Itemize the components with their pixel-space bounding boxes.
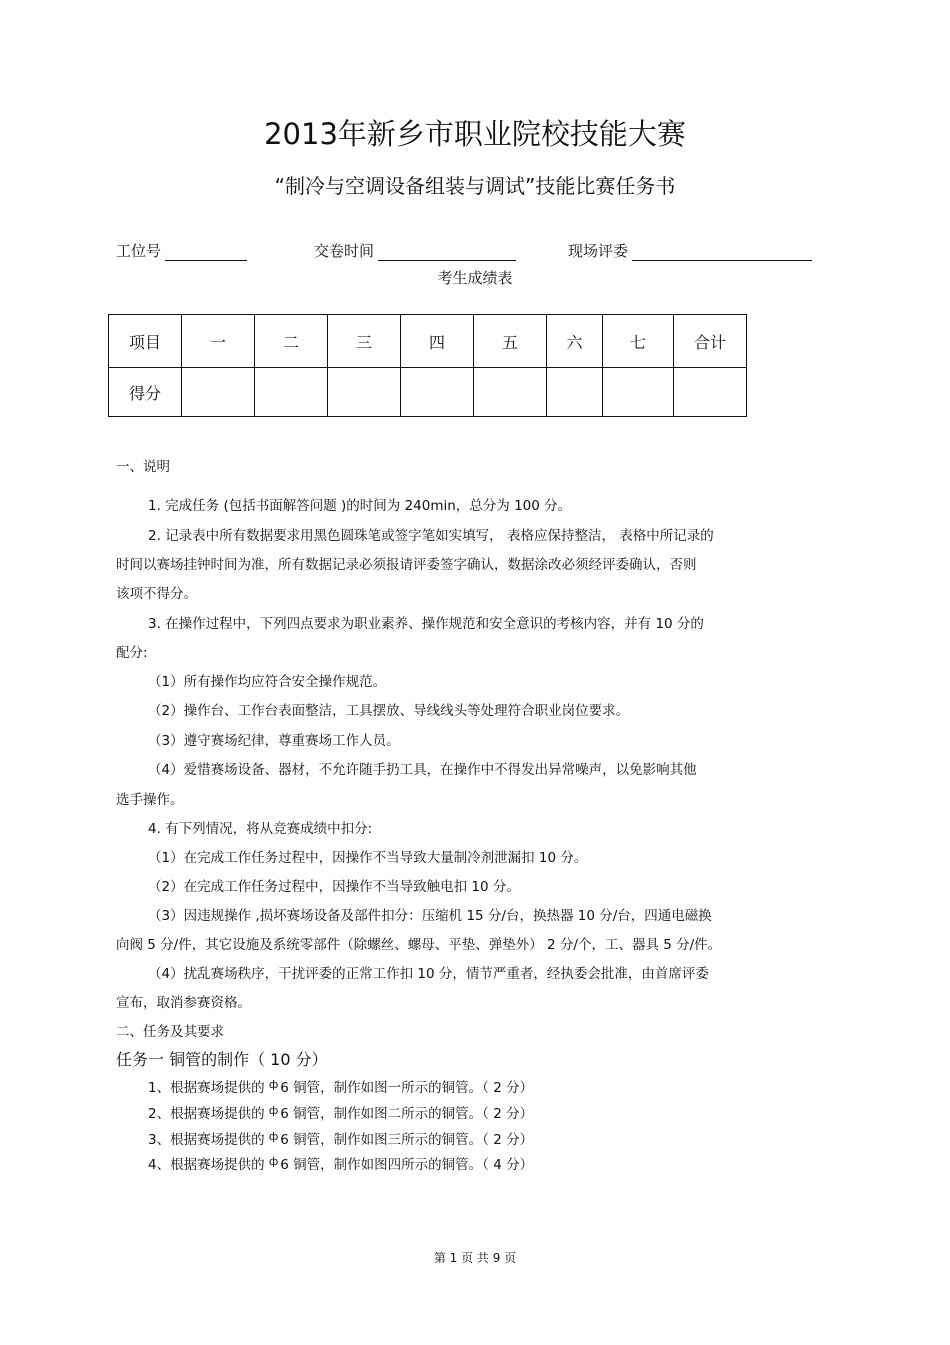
score-cell[interactable] — [474, 368, 547, 417]
instruction-item-3: 3. 在操作过程中，下列四点要求为职业素养、操作规范和安全意识的考核内容，并有 10 分的 — [148, 616, 704, 632]
requirement-4: （4）爱惜赛场设备、器材，不允许随手扔工具，在操作中不得发出异常噪声，以免影响其他 — [148, 762, 697, 778]
score-cell[interactable] — [603, 368, 674, 417]
deduction-3: （3）因违规操作 ,损坏赛场设备及部件扣分：压缩机 15 分/台，换热器 10 分/台，四通电磁换 — [148, 908, 712, 924]
header-cell: 合计 — [674, 315, 747, 368]
score-table-caption: 考生成绩表 — [437, 269, 513, 287]
score-cell[interactable] — [547, 368, 603, 417]
deduction-4: （4）扰乱赛场秩序，干扰评委的正常工作扣 10 分，情节严重者，经执委会批准，由首席评委 — [148, 966, 709, 982]
station-blank[interactable] — [165, 244, 247, 261]
diameter-icon: ф — [268, 1155, 279, 1168]
instruction-item-2: 2. 记录表中所有数据要求用黑色圆珠笔或签字笔如实填写， 表格应保持整洁， 表格中所记录的 — [148, 528, 714, 544]
score-cell[interactable] — [401, 368, 474, 417]
header-cell: 三 — [328, 315, 401, 368]
score-table-header-row — [109, 315, 747, 368]
task1-item-suffix: 6 铜管，制作如图二所示的铜管。（ 2 分） — [280, 1106, 534, 1122]
document-subtitle: “制冷与空调设备组装与调试”技能比赛任务书 — [274, 174, 676, 198]
task1-item — [148, 1153, 533, 1173]
instruction-item-1: 1. 完成任务 (包括书面解答问题 )的时间为 240min，总分为 100 分。 — [148, 498, 572, 514]
header-cell: 项目 — [109, 315, 182, 368]
task1-item-prefix: 1、根据赛场提供的 — [148, 1080, 269, 1096]
page-number: 第 1 页 共 9 页 — [433, 1251, 517, 1265]
score-table — [108, 314, 747, 417]
submit-time-blank[interactable] — [378, 244, 516, 261]
section2-heading: 二、任务及其要求 — [116, 1024, 224, 1040]
instruction-item-4: 4. 有下列情况，将从竞赛成绩中扣分: — [148, 821, 373, 837]
task1-item-suffix: 6 铜管，制作如图三所示的铜管。（ 2 分） — [280, 1132, 534, 1148]
judge-label: 现场评委 — [568, 242, 629, 260]
task1-item — [148, 1076, 533, 1096]
station-field — [116, 240, 247, 261]
task1-item-prefix: 2、根据赛场提供的 — [148, 1106, 269, 1122]
diameter-icon: ф — [268, 1104, 279, 1117]
score-row-label: 得分 — [109, 368, 182, 417]
task1-heading: 任务一 铜管的制作（ 10 分） — [116, 1050, 328, 1069]
score-cell[interactable] — [182, 368, 255, 417]
task1-item-suffix: 6 铜管，制作如图四所示的铜管。（ 4 分） — [280, 1157, 534, 1173]
instruction-item-2-cont: 时间以赛场挂钟时间为准，所有数据记录必须报请评委签字确认，数据涂改必须经评委确认，否则 — [116, 557, 697, 573]
deduction-1: （1）在完成工作任务过程中，因操作不当导致大量制冷剂泄漏扣 10 分。 — [148, 850, 588, 866]
score-cell[interactable] — [328, 368, 401, 417]
task1-item-prefix: 4、根据赛场提供的 — [148, 1157, 269, 1173]
header-cell: 五 — [474, 315, 547, 368]
submit-time-field — [314, 240, 516, 261]
header-cell: 二 — [255, 315, 328, 368]
score-cell[interactable] — [674, 368, 747, 417]
diameter-icon: ф — [268, 1130, 279, 1143]
task1-item — [148, 1102, 533, 1122]
submit-time-label: 交卷时间 — [314, 242, 375, 260]
deduction-2: （2）在完成工作任务过程中，因操作不当导致触电扣 10 分。 — [148, 879, 520, 895]
requirement-2: （2）操作台、工作台表面整洁，工具摆放、导线线头等处理符合职业岗位要求。 — [148, 703, 630, 719]
diameter-icon: ф — [268, 1078, 279, 1091]
task1-item — [148, 1128, 533, 1148]
station-label: 工位号 — [116, 242, 162, 260]
task1-item-suffix: 6 铜管，制作如图一所示的铜管。（ 2 分） — [280, 1080, 534, 1096]
header-cell: 七 — [603, 315, 674, 368]
header-cell: 一 — [182, 315, 255, 368]
deduction-4-cont: 宣布，取消参赛资格。 — [116, 995, 251, 1011]
requirement-1: （1）所有操作均应符合安全操作规范。 — [148, 674, 387, 690]
instruction-item-2-cont: 该项不得分。 — [116, 586, 197, 602]
instruction-item-3-cont: 配分: — [116, 645, 148, 661]
task1-item-prefix: 3、根据赛场提供的 — [148, 1132, 269, 1148]
requirement-3: （3）遵守赛场纪律，尊重赛场工作人员。 — [148, 733, 400, 749]
requirement-4-cont: 选手操作。 — [116, 792, 184, 808]
deduction-3-cont: 向阀 5 分/件，其它设施及系统零部件（除螺丝、螺母、平垫、弹垫外） 2 分/个，工、器具 5 分/件。 — [116, 937, 722, 953]
judge-blank[interactable] — [632, 244, 812, 261]
score-cell[interactable] — [255, 368, 328, 417]
document-title: 2013年新乡市职业院校技能大赛 — [264, 117, 686, 151]
section1-heading: 一、说明 — [116, 459, 170, 475]
judge-field — [568, 240, 812, 261]
score-table-score-row — [109, 368, 747, 417]
header-cell: 六 — [547, 315, 603, 368]
header-cell: 四 — [401, 315, 474, 368]
